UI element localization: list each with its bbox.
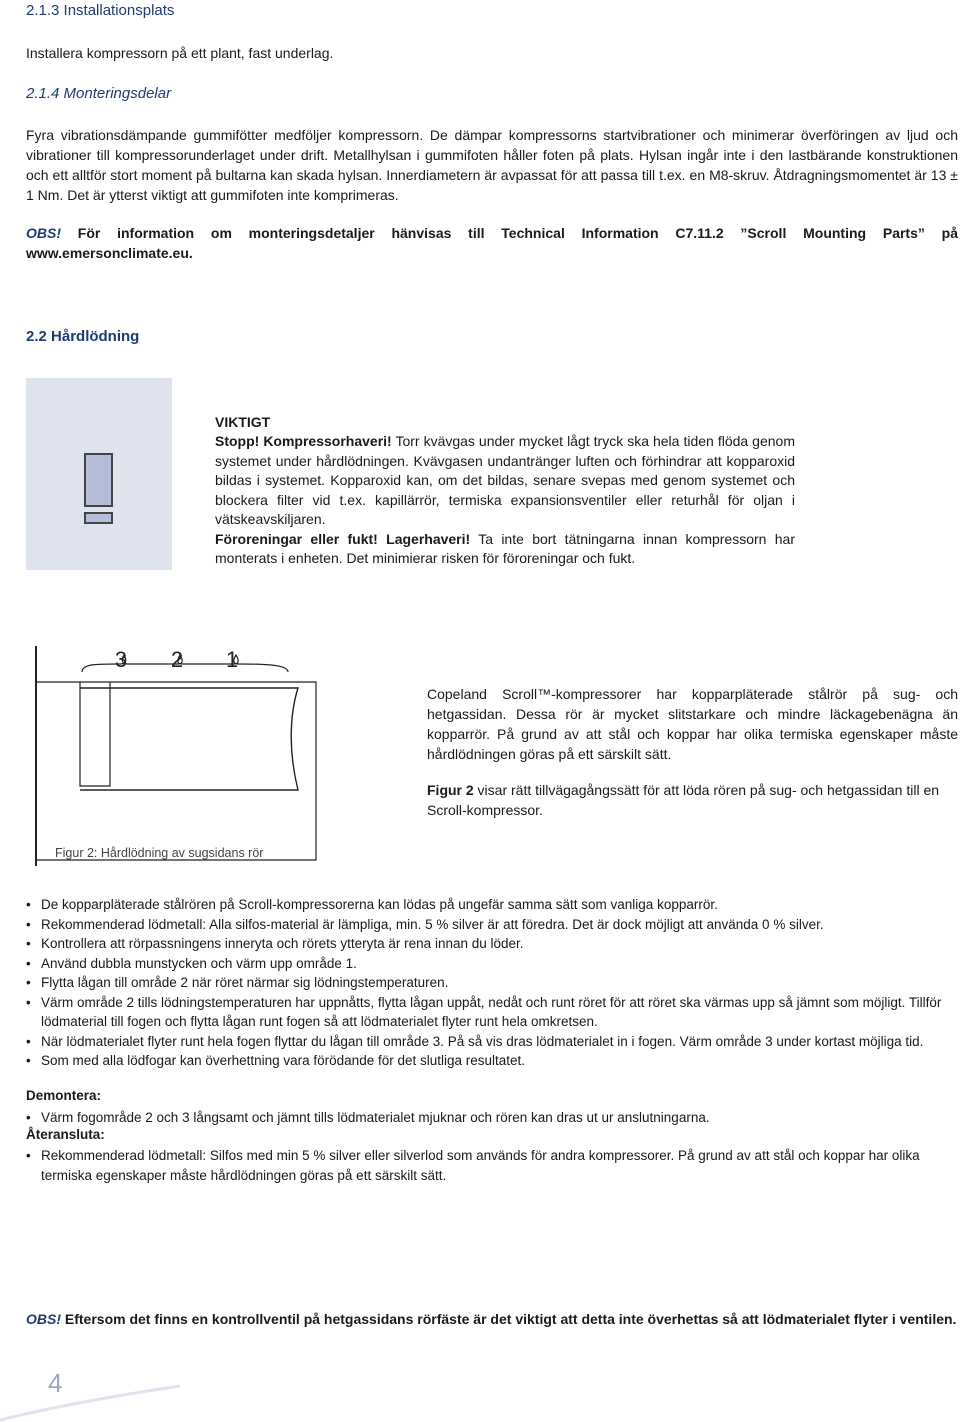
list-item: • Värm område 2 tills lödningstemperaturen har uppnåtts, flytta lågan uppåt, nedåt och runt röret för att röret ska värmas upp så jämnt som möjligt. Tillför lödmaterial till fogen och flytta lågan runt fogen så att lödmaterialet flyter runt hela omkretsen.: [26, 993, 958, 1032]
notice-dirt-label: Föroreningar eller fukt! Lagerhaveri!: [215, 530, 471, 547]
demount-list: [26, 1108, 958, 1128]
zone-label-2: 2: [170, 647, 184, 672]
demount-label: Demontera:: [26, 1088, 102, 1103]
notice-body: [215, 432, 795, 569]
figure-reference-body: visar rätt tillvägagångssätt för att löda rören på sug- och hetgassidan till en Scroll-kompressor.: [427, 782, 940, 818]
reconnect-list: [26, 1146, 958, 1185]
notice-dirt-text: Ta inte bort tätningarna innan kompressorn har monterats i enheten. Det minimierar risken för föroreningar och fukt.: [215, 530, 795, 566]
zone-label-3: 3: [114, 647, 128, 672]
footer-swoosh: [0, 1380, 200, 1422]
zone-label-1: 1: [225, 647, 239, 672]
list-item: • Flytta lågan till område 2 när röret närmar sig lödningstemperaturen.: [26, 973, 958, 993]
figure-caption: Figur 2: Hårdlödning av sugsidans rör: [55, 846, 264, 860]
notice-stop-text: Torr kvävgas under mycket lågt tryck ska hela tiden flöda genom systemet under hårdlödningen. Kvävgasen undantränger luften och förhindrar att kopparoxid bildas i systemet. Kopparoxid kan, om det bildas, senare svepas med genom systemet och blockera filter vid t.ex. kapillärrör, termiska expansionsventiler eller returhål för oljan i vätskeavskiljaren.: [215, 433, 795, 527]
warning-panel: [26, 378, 172, 570]
figure-frame: [36, 682, 316, 860]
fitting-outline: [80, 682, 110, 786]
page-number: 4: [48, 1368, 63, 1398]
list-item: • När lödmaterialet flyter runt hela fogen flyttar du lågan till område 3. På så vis dras lödmaterialet in i fogen. Värm område 3 under kortast möjliga tid.: [26, 1032, 958, 1052]
mounting-parts-text: Fyra vibrationsdämpande gummifötter medföljer kompressorn. De dämpar kompressorns startvibrationer och minimerar överföringen av ljud och vibrationer till kompressorunderlaget under drift. Metallhylsan i gummifoten håller foten på plats. Hylsan ingår inte i den lastbärande konstruktionen och ett alltför stort moment på bultarna kan skada hylsan. Innerdiametern är avpassat för att passa till t.ex. en M8-skruv. Åtdragningsmomentet är 13 ± 1 Nm. Det är ytterst viktigt att gummifoten inte komprimeras.: [26, 127, 958, 203]
brazing-figure: [20, 640, 420, 870]
section-heading-mounting-parts: 2.1.4 Monteringsdelar: [26, 85, 172, 102]
obs-text: För information om monteringsdetaljer hänvisas till Technical Information C7.11.2 ”Scroll Mounting Parts” på www.emersonclimate.eu.: [26, 225, 958, 261]
exclamation-bar-icon: [84, 453, 113, 507]
section-heading-installation-site: 2.1.3 Installationsplats: [26, 2, 175, 19]
reconnect-label: Återansluta:: [26, 1127, 105, 1142]
figure-reference-text: [427, 780, 958, 820]
figure-description: Copeland Scroll™-kompressorer har kopparpläterade stålrör på sug- och hetgassidan. Dessa rör är mycket slitstarkare och mindre läckagebenägna än kopparrör. På grund av att stål och koppar har olika termiska egenskaper måste hårdlödningen göras på ett särskilt sätt.: [427, 686, 958, 762]
list-item: • Rekommenderad lödmetall: Alla silfos-material är lämpliga, min. 5 % silver är att föredra. Det är dock möjligt att använda 0 % silver.: [26, 915, 958, 935]
final-obs-note: [26, 1309, 958, 1329]
obs-label: OBS!: [26, 225, 61, 241]
list-item: • Värm fogområde 2 och 3 långsamt och jämnt tills lödmaterialet mjuknar och rören kan dras ut ur anslutningarna.: [26, 1108, 958, 1128]
final-obs-text: Eftersom det finns en kontrollventil på hetgassidans rörfäste är det viktigt att detta inte överhettas så att lödmaterialet flyter i ventilen.: [61, 1311, 957, 1327]
notice-title: VIKTIGT: [215, 414, 271, 430]
list-item: • Använd dubbla munstycken och värm upp område 1.: [26, 954, 958, 974]
figure-reference-label: Figur 2: [427, 782, 474, 798]
list-item: • Kontrollera att rörpassningens inneryta och rörets ytteryta är rena innan du löder.: [26, 934, 958, 954]
pipe-outline: [80, 688, 298, 790]
brazing-steps-list: [26, 895, 958, 1071]
list-item: • Som med alla lödfogar kan överhettning vara förödande för det slutliga resultatet.: [26, 1051, 958, 1071]
notice-stop-label: Stopp! Kompressorhaveri!: [215, 433, 392, 449]
final-obs-label: OBS!: [26, 1311, 61, 1327]
installation-site-text: Installera kompressorn på ett plant, fast underlag.: [26, 45, 334, 61]
exclamation-dot-icon: [84, 512, 113, 524]
list-item: • De kopparpläterade stålrören på Scroll-kompressorerna kan lödas på ungefär samma sätt som vanliga kopparrör.: [26, 895, 958, 915]
section-heading-brazing: 2.2 Hårdlödning: [26, 328, 140, 345]
list-item: • Rekommenderad lödmetall: Silfos med min 5 % silver eller silverlod som används för andra kompressorer. På grund av att stål och koppar har olika termiska egenskaper måste hårdlödningen göras på ett särskilt sätt.: [26, 1146, 958, 1185]
mounting-parts-obs-note: [26, 223, 958, 263]
zone-braces: [82, 655, 288, 672]
